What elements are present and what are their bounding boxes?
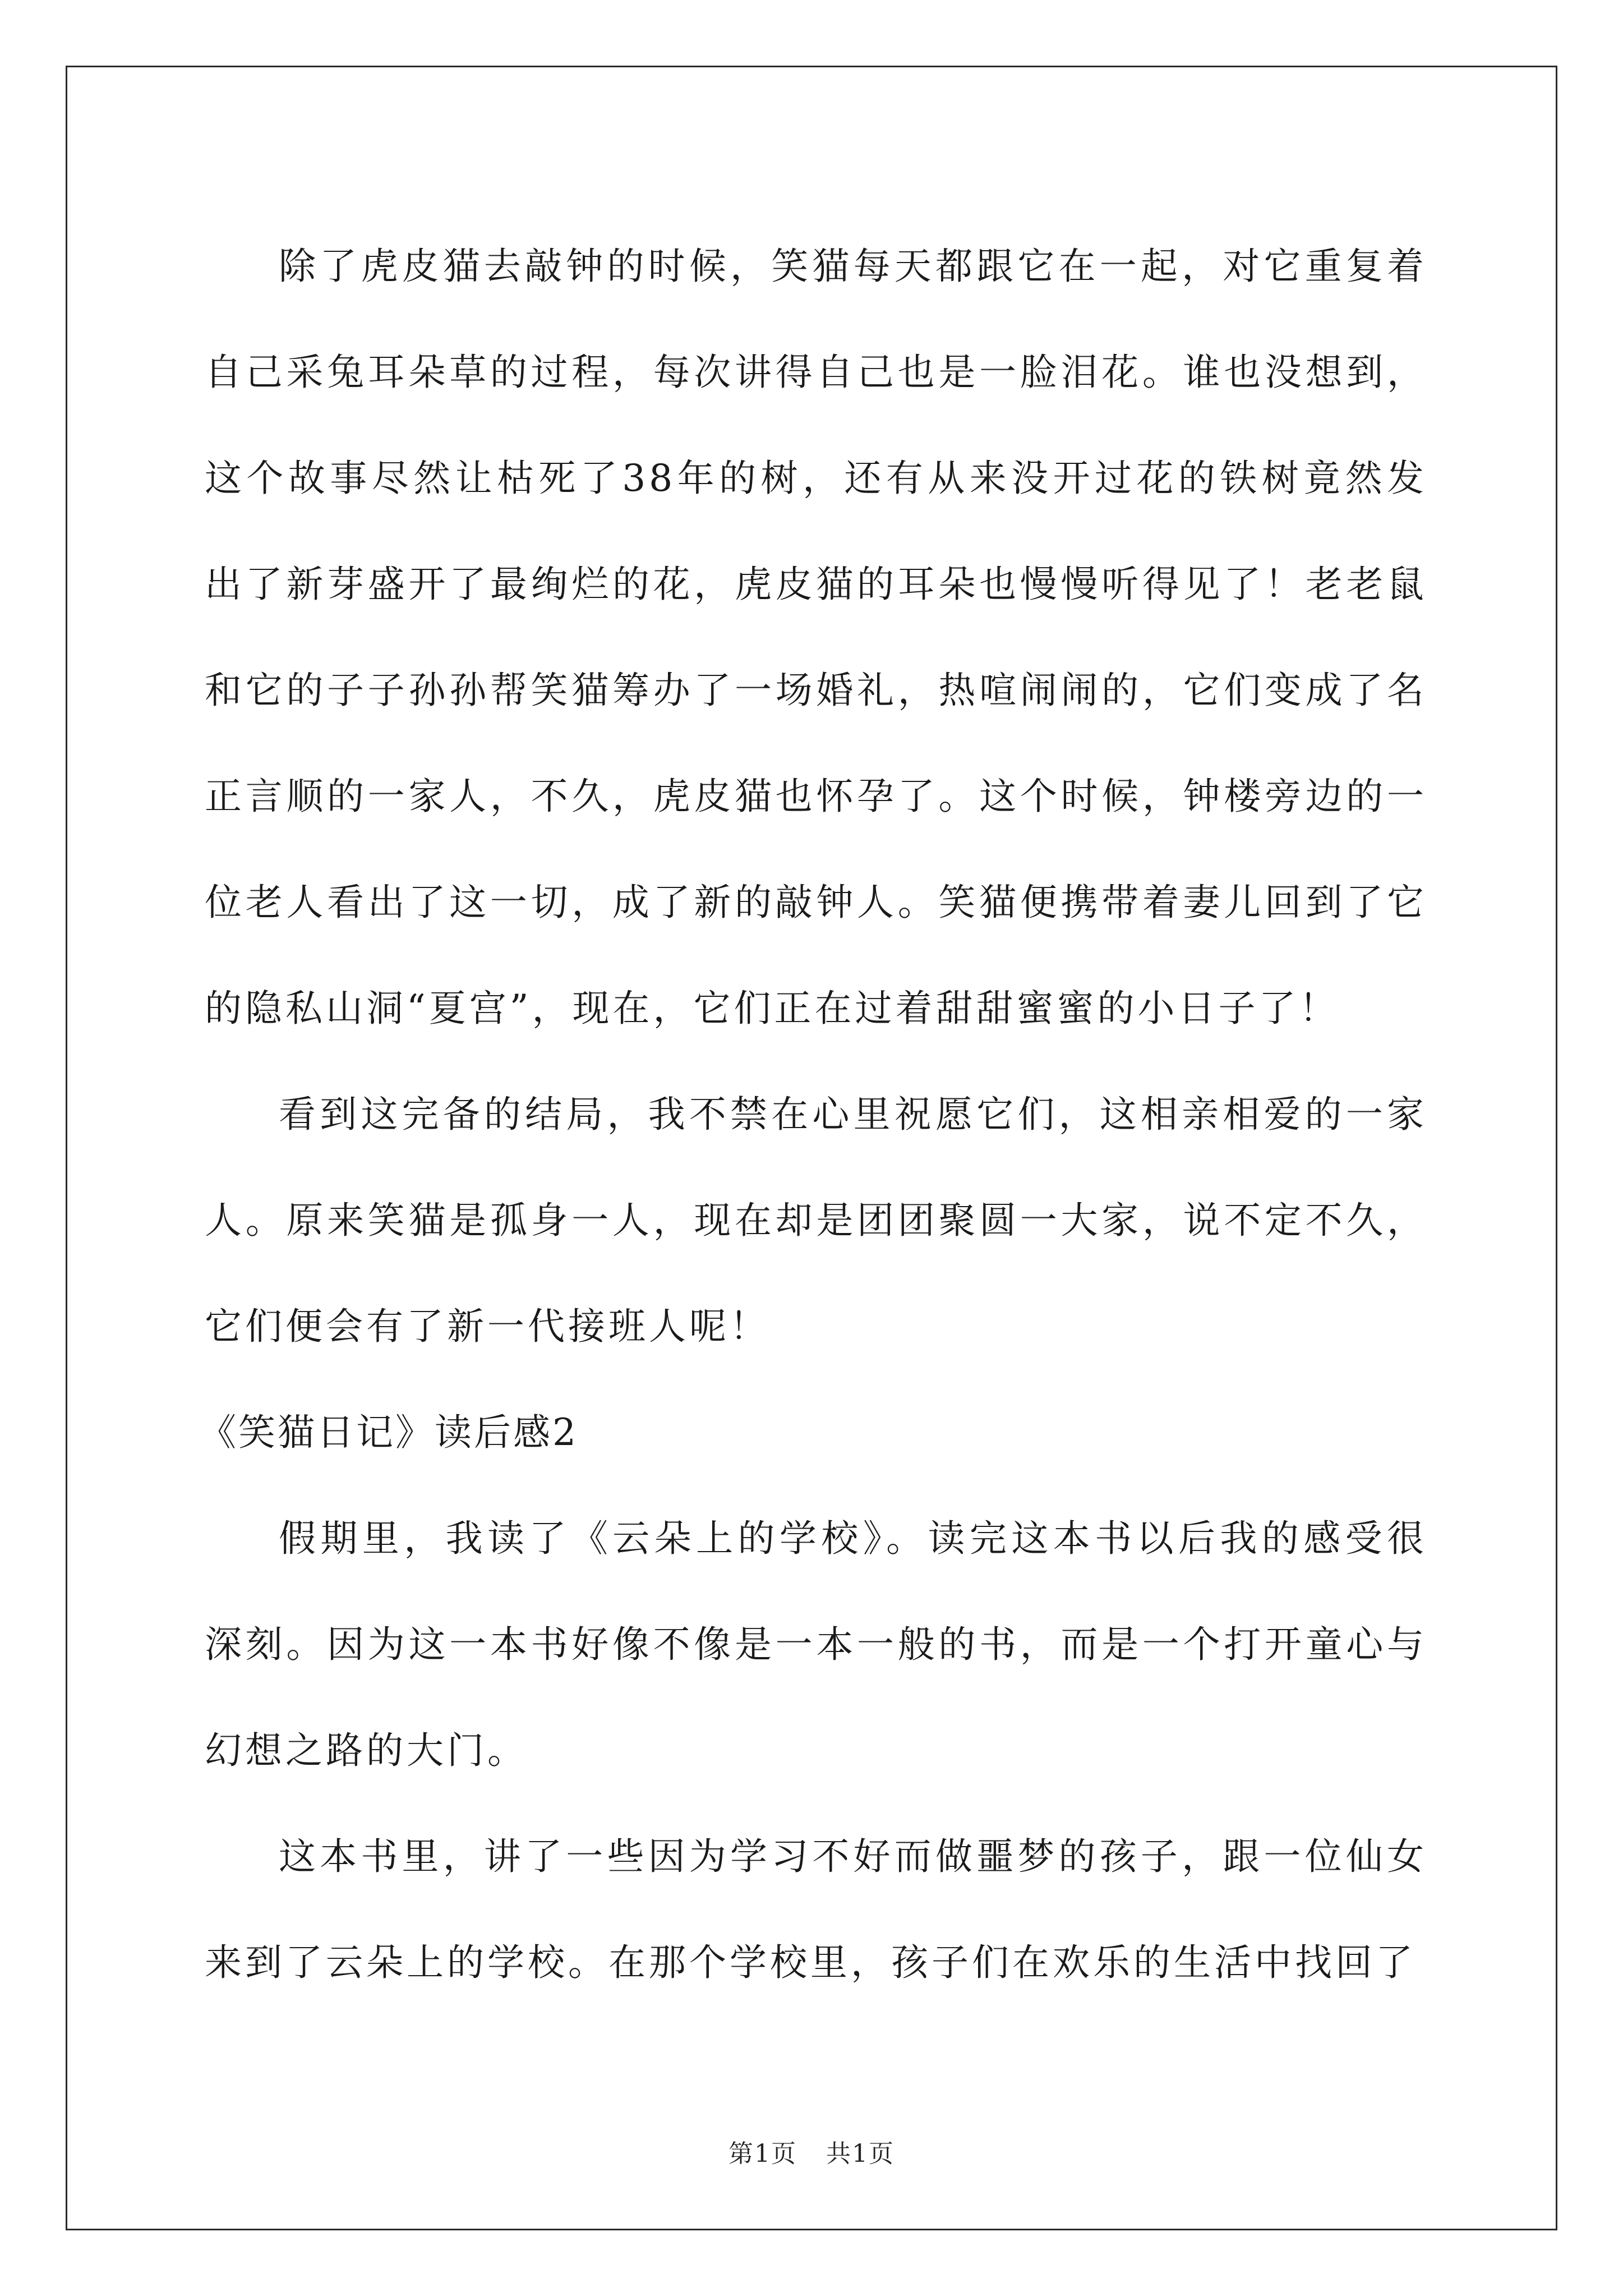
paragraph: 这本书里，讲了一些因为学习不好而做噩梦的孩子，跟一位仙女来到了云朵上的学校。在那个学校里，孩子们在欢乐的生活中找回了 [205, 1835, 1427, 1984]
section-heading: 《笑猫日记》读后感2 [199, 1411, 578, 1454]
page-total: 共1页 [826, 2139, 895, 2168]
document-body [199, 213, 1427, 2016]
page-footer [0, 2133, 1623, 2169]
paragraph: 假期里，我读了《云朵上的学校》。读完这本书以后我的感受很深刻。因为这一本书好像不像是一本一般的书，而是一个打开童心与幻想之路的大门。 [205, 1517, 1427, 1772]
paragraph: 看到这完备的结局，我不禁在心里祝愿它们，这相亲相爱的一家人。原来笑猫是孤身一人，现在却是团团聚圆一大家，说不定不久，它们便会有了新一代接班人呢！ [205, 1093, 1427, 1348]
paragraph: 除了虎皮猫去敲钟的时候，笑猫每天都跟它在一起，对它重复着自己采兔耳朵草的过程，每次讲得自己也是一脸泪花。谁也没想到，这个故事尽然让枯死了38年的树，还有从来没开过花的铁树竟然发出了新芽盛开了最绚烂的花，虎皮猫的耳朵也慢慢听得见了！老老鼠和它的子子孙孙帮笑猫筹办了一场婚礼，热喧闹闹的，它们变成了名正言顺的一家人，不久，虎皮猫也怀孕了。这个时候，钟楼旁边的一位老人看出了这一切，成了新的敲钟人。笑猫便携带着妻儿回到了它的隐私山洞“夏宫”，现在，它们正在过着甜甜蜜蜜的小日子了！ [205, 245, 1427, 1030]
page-number: 第1页 [728, 2139, 797, 2168]
